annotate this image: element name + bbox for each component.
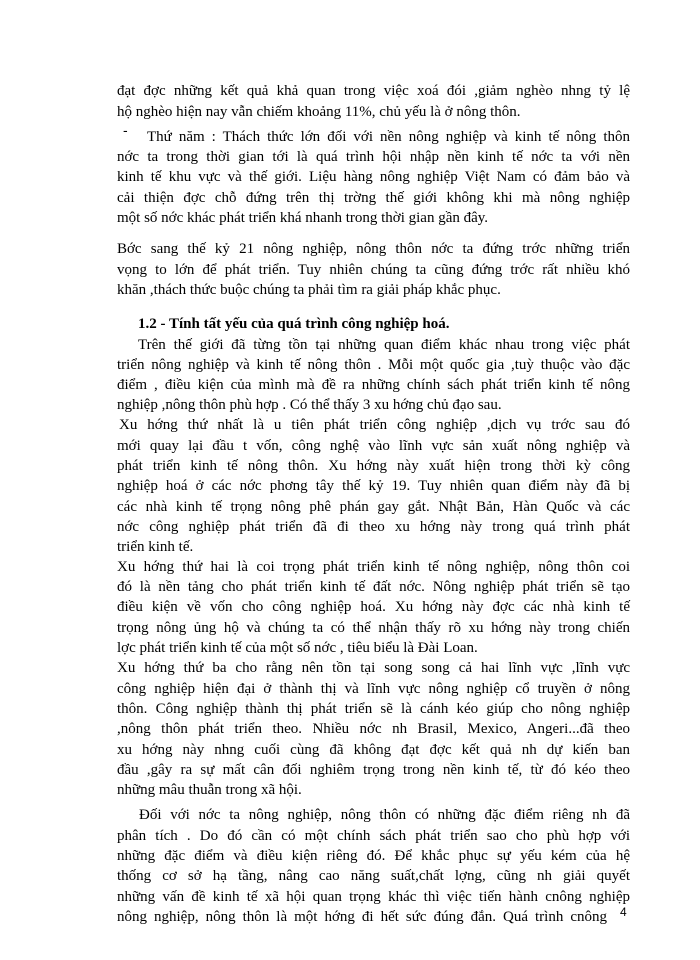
text-line: Trên thế giới đã từng tồn tại những quan điểm khác nhau trong việc phát [138, 337, 630, 353]
text-line: đầu ,gây ra sự mất cân đối nghiêm trọng trong nền kinh tế, từ đó kéo theo [117, 762, 630, 778]
text-line: những đặc điểm và điều kiện riêng đó. Để khắc phục sự yếu kém của hệ [117, 848, 630, 864]
text-line: đó là nền tảng cho phát triển kinh tế đất nớc. Nông nghiệp phát triển sẽ tạo [117, 579, 630, 595]
text-line: Xu hớng thứ nhất là u tiên phát triển công nghiệp ,dịch vụ trớc sau đó [119, 417, 630, 433]
text-line: vọng to lớn để phát triển. Tuy nhiên chúng ta cũng đứng trớc rất nhiều khó [117, 262, 630, 278]
text-line: triển nông nghiệp và kinh tế nông thôn . Mỗi một quốc gia ,tuỳ thuộc vào đặc [117, 357, 630, 373]
text-line: ,nông thôn phát triển theo. Nhiều nớc nh Brasil, Mexico, Angeri...đã theo [117, 721, 630, 737]
text-line: thôn. Công nghiệp thành thị phát triển sẽ là cánh kéo giúp cho nông nghiệp [117, 701, 630, 717]
text-line: Bớc sang thế kỷ 21 nông nghiệp, nông thôn nớc ta đứng trớc những triển [117, 241, 630, 257]
text-line: điều kiện về vốn cho công nghiệp hoá. Xu hớng này đợc các nhà kinh tế [117, 599, 630, 615]
text-line: phân tích . Do đó cần có một chính sách phát triển sao cho phù hợp với [117, 828, 630, 844]
text-line: những mâu thuẫn trong xã hội. [117, 782, 302, 798]
section-heading: 1.2 - Tính tất yếu của quá trình công nghiệp hoá. [138, 316, 450, 332]
text-line: đạt đợc những kết quả khả quan trong việc xoá đói ,giảm nghèo nhng tỷ lệ [117, 83, 630, 99]
text-line: hộ nghèo hiện nay vẫn chiếm khoảng 11%, chủ yếu là ở nông thôn. [117, 104, 521, 120]
text-line: kinh tế khu vực và thế giới. Liệu hàng nông nghiệp Việt Nam có đảm bảo và [117, 169, 630, 185]
text-line: nghiệp hoá ở các nớc phơng tây thế kỷ 19. Tuy nhiên quan điểm này đã bị [117, 478, 630, 494]
text-line: lợc phát triển kinh tế của một số nớc , tiêu biểu là Đài Loan. [117, 640, 478, 656]
text-line: công nghiệp hiện đại ở thành thị và lĩnh vực nông nghiệp cổ truyền ở nông [117, 681, 630, 697]
page-number: 4 [620, 905, 627, 919]
text-line: nghiệp ,nông thôn phù hợp . Có thể thấy 3 xu hớng chủ đạo sau. [117, 397, 502, 413]
text-line: những vấn đề kinh tế xã hội quan trọng khác thì việc tiến hành cnông nghiệp [117, 889, 630, 905]
text-line: xu hớng này nhng cuối cùng đã không đạt đợc kết quả nh dự kiến ban [117, 742, 630, 758]
text-line: một số nớc khác phát triển khá nhanh trong thời gian gần đây. [117, 210, 489, 226]
text-line: khăn ,thách thức buộc chúng ta phải tìm ra giải pháp khắc phục. [117, 282, 501, 298]
text-line: nớc công nghiệp phát triển đã đi theo xu hớng này trong quá trình phát [117, 519, 630, 535]
text-line: thống cơ sở hạ tầng, nâng cao năng suất,chất lợng, cũng nh giải quyết [117, 868, 630, 884]
text-line: điểm , điều kiện của mình mà đề ra những chính sách phát triển kinh tế nông [117, 377, 630, 393]
text-line: Đối với nớc ta nông nghiệp, nông thôn có những đặc điểm riêng nh đã [139, 807, 630, 823]
text-line: trọng nông ủng hộ và chúng ta có thể nhận thấy rõ xu hớng này trong chiến [117, 620, 630, 636]
text-line: triển kinh tế. [117, 539, 194, 555]
text-line: các nhà kinh tế trọng nông phê phán gay gắt. Nhật Bản, Hàn Quốc và các [117, 499, 630, 515]
text-line: nớc ta trong thời gian tới là quá trình hội nhập nền kinh tế nớc ta với nền [117, 149, 630, 165]
text-line: mới quay lại đầu t vốn, công nghệ vào lĩnh vực sản xuất nông nghiệp và [117, 438, 630, 454]
text-line: nông nghiệp, nông thôn là một hớng đi hết sức đúng đắn. Quá trình cnông [117, 909, 607, 925]
text-line: Xu hớng thứ hai là coi trọng phát triển kinh tế nông nghiệp, nông thôn coi [117, 559, 630, 575]
text-line: cải thiện đợc chỗ đứng trên thị trờng thế giới không khi mà nông nghiệp [117, 190, 630, 206]
text-line: Thứ năm : Thách thức lớn đối với nền nông nghiệp và kinh tế nông thôn [147, 129, 630, 145]
text-line: phát triển kinh tế nông thôn. Xu hớng này xuất hiện trong thời kỳ công [117, 458, 630, 474]
margin-mark: - [123, 122, 128, 138]
text-line: Xu hớng thứ ba cho rằng nên tồn tại song song cả hai lĩnh vực ,lĩnh vực [117, 660, 630, 676]
